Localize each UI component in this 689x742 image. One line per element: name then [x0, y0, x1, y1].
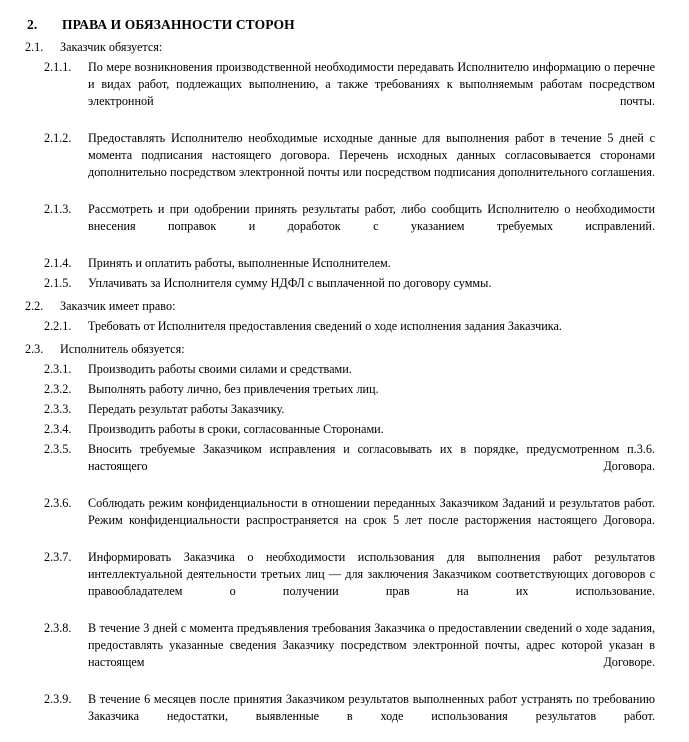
clause-number: 2.3.8. — [44, 621, 72, 635]
clause-item — [0, 33, 689, 56]
clause-text: Вносить требуемые Заказчиком исправления и согласовывать их в порядке, предусмотренном п.3.6. настоящего Договора. — [88, 442, 655, 473]
clause-number: 2.3. — [25, 342, 44, 356]
clause-item — [0, 688, 689, 742]
clause-text: Требовать от Исполнителя предоставления сведений о ходе исполнения задания Заказчика. — [88, 319, 562, 333]
clause-number: 2.3.7. — [44, 550, 72, 564]
clause-text: Передать результат работы Заказчику. — [88, 402, 285, 416]
clause-item — [0, 358, 689, 378]
clause-text: Исполнитель обязуется: — [60, 342, 185, 356]
page-title: ПРАВА И ОБЯЗАННОСТИ СТОРОН — [62, 17, 295, 32]
clause-number: 2.2.1. — [44, 319, 72, 333]
section-heading — [0, 0, 689, 33]
clause-text: Информировать Заказчика о необходимости использования для выполнения работ результатов интеллектуальной деятельности третьих лиц — для заключения Заказчиком соответствующих договоров с правообладателем о получении прав на их использование. — [88, 550, 655, 598]
clause-text: В течение 3 дней с момента предъявления требования Заказчика о предоставлении сведений о ходе задания, предоставлять указанные сведения Заказчику посредством электронной почты, адрес которой указан в настоящем Договоре. — [88, 621, 655, 669]
clause-text: Предоставлять Исполнителю необходимые исходные данные для выполнения работ в течение 5 дней с момента подписания настоящего договора. Перечень исходных данных согласовывается сторонами дополнительно посредством электронной почты или посредством подписания дополнительного соглашения. — [88, 131, 655, 179]
clause-item — [0, 292, 689, 315]
clause-item — [0, 252, 689, 272]
clause-item — [0, 127, 689, 198]
clause-number: 2.3.6. — [44, 496, 72, 510]
clause-item — [0, 272, 689, 292]
clause-text: В течение 6 месяцев после принятия Заказчиком результатов выполненных работ устранять по требованию Заказчика недостатки, выявленные в ходе использования результатов работ. — [88, 692, 655, 723]
clause-item — [0, 418, 689, 438]
clause-item — [0, 198, 689, 252]
clause-text: Соблюдать режим конфиденциальности в отношении переданных Заказчиком Заданий и результатов работ. Режим конфиденциальности распространяется на срок 5 лет после расторжения настоящего Договора. — [88, 496, 655, 527]
clause-text: Производить работы в сроки, согласованные Сторонами. — [88, 422, 384, 436]
clause-item — [0, 335, 689, 358]
clause-number: 2.1.5. — [44, 276, 72, 290]
clause-text: По мере возникновения производственной необходимости передавать Исполнителю информацию о перечне и видах работ, подлежащих выполнению, а также требованиях к выполняемым работам посредством электронной почты. — [88, 60, 655, 108]
clause-text: Производить работы своими силами и средствами. — [88, 362, 352, 376]
clause-item — [0, 546, 689, 617]
clause-text: Уплачивать за Исполнителя сумму НДФЛ с выплаченной по договору суммы. — [88, 276, 492, 290]
clause-text: Заказчик обязуется: — [60, 40, 163, 54]
clause-text: Рассмотреть и при одобрении принять результаты работ, либо сообщить Исполнителю о необходимости внесения поправок и доработок с указанием требуемых исправлений. — [88, 202, 655, 233]
clause-number: 2.1.4. — [44, 256, 72, 270]
clause-number: 2.3.2. — [44, 382, 72, 396]
clause-number: 2.1.3. — [44, 202, 72, 216]
clause-number: 2.3.5. — [44, 442, 72, 456]
clause-item — [0, 438, 689, 492]
clause-item — [0, 56, 689, 127]
clause-number: 2.3.4. — [44, 422, 72, 436]
clause-number: 2.1. — [25, 40, 44, 54]
clause-number: 2.3.9. — [44, 692, 72, 706]
section-number: 2. — [27, 17, 38, 32]
clause-number: 2.3.1. — [44, 362, 72, 376]
clause-item — [0, 492, 689, 546]
clause-item — [0, 398, 689, 418]
clause-text: Выполнять работу лично, без привлечения третьих лиц. — [88, 382, 379, 396]
clause-number: 2.1.2. — [44, 131, 72, 145]
clause-number: 2.3.3. — [44, 402, 72, 416]
clause-text: Принять и оплатить работы, выполненные Исполнителем. — [88, 256, 391, 270]
clause-list — [0, 33, 689, 742]
clause-item — [0, 378, 689, 398]
clause-number: 2.1.1. — [44, 60, 72, 74]
clause-text: Заказчик имеет право: — [60, 299, 176, 313]
clause-number: 2.2. — [25, 299, 44, 313]
clause-item — [0, 315, 689, 335]
